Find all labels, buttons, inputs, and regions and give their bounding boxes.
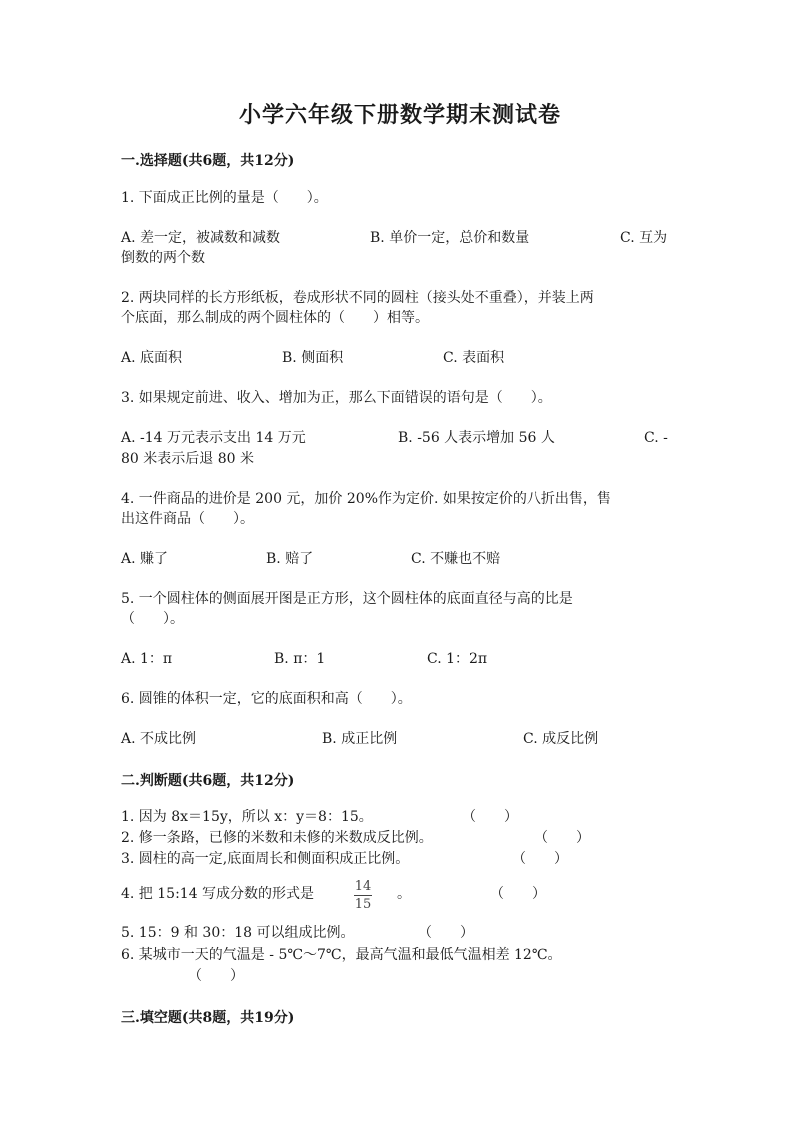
judge-2-answer-paren: （ ）: [534, 830, 590, 846]
judge-6-statement: 6. 某城市一天的气温是 - 5℃～7℃，最高气温和最低气温相差 12℃。: [121, 947, 562, 963]
question-1-option-a: A. 差一定，被减数和减数: [121, 230, 281, 246]
fraction-denominator: 15: [354, 897, 372, 912]
question-1-option-b: B. 单价一定，总价和数量: [370, 230, 530, 246]
judge-5-statement: 5. 15：9 和 30：18 可以组成比例。: [121, 925, 355, 941]
question-3-option-b: B. -56 人表示增加 56 人: [398, 430, 555, 446]
section-heading-judge: 二.判断题(共6题，共12分): [121, 773, 295, 789]
judge-1-statement: 1. 因为 8x＝15y，所以 x：y＝8：15。: [121, 809, 373, 825]
question-2-stem: 2. 两块同样的长方形纸板，卷成形状不同的圆柱（接头处不重叠），并装上两: [121, 290, 594, 306]
question-2-stem-continued: 个底面，那么制成的两个圆柱体的（ ）相等。: [121, 310, 429, 326]
judge-4-statement: 4. 把 15:14 写成分数的形式是: [121, 886, 315, 902]
question-3-stem: 3. 如果规定前进、收入、增加为正，那么下面错误的语句是（ ）。: [121, 390, 552, 406]
judge-3-answer-paren: （ ）: [512, 851, 568, 867]
question-5-option-c: C. 1：2π: [427, 651, 488, 667]
judge-4-answer-paren: （ ）: [490, 886, 546, 902]
question-4-option-b: B. 赔了: [266, 551, 314, 567]
question-4-stem: 4. 一件商品的进价是 200 元，加价 20%作为定价. 如果按定价的八折出售，售: [121, 491, 611, 507]
section-heading-choice: 一.选择题(共6题，共12分): [121, 153, 295, 169]
judge-5-answer-paren: （ ）: [418, 925, 474, 941]
question-5-stem: 5. 一个圆柱体的侧面展开图是正方形，这个圆柱体的底面直径与高的比是: [121, 591, 573, 607]
judge-2-statement: 2. 修一条路，已修的米数和未修的米数成反比例。: [121, 830, 433, 846]
question-2-option-a: A. 底面积: [121, 350, 183, 366]
question-4-option-a: A. 赚了: [121, 551, 169, 567]
question-6-option-b: B. 成正比例: [322, 731, 398, 747]
question-5-stem-continued: （ ）。: [121, 611, 184, 627]
question-4-option-c: C. 不赚也不赔: [411, 551, 501, 567]
judge-6-answer-paren: （ ）: [188, 968, 244, 984]
page-title: 小学六年级下册数学期末测试卷: [238, 102, 561, 128]
judge-4-fraction: [354, 880, 372, 911]
question-2-option-c: C. 表面积: [443, 350, 505, 366]
question-3-option-c: C. -: [644, 430, 668, 446]
question-1-option-c: C. 互为: [620, 230, 668, 246]
question-6-option-c: C. 成反比例: [523, 731, 599, 747]
question-3-option-a: A. -14 万元表示支出 14 万元: [121, 430, 306, 446]
question-1-stem: 1. 下面成正比例的量是（ ）。: [121, 190, 328, 206]
judge-1-answer-paren: （ ）: [462, 809, 518, 825]
question-5-option-b: B. π：1: [274, 651, 326, 667]
judge-4-period: 。: [397, 886, 411, 902]
question-6-stem: 6. 圆锥的体积一定，它的底面积和高（ ）。: [121, 691, 412, 707]
question-6-option-a: A. 不成比例: [121, 731, 197, 747]
question-4-stem-continued: 出这件商品（ ）。: [121, 511, 254, 527]
question-2-option-b: B. 侧面积: [282, 350, 344, 366]
judge-3-statement: 3. 圆柱的高一定,底面周长和侧面积成正比例。: [121, 851, 410, 867]
question-1-option-c-continued: 倒数的两个数: [121, 250, 205, 266]
fraction-numerator: 14: [354, 879, 372, 894]
fraction-bar: [354, 895, 372, 896]
question-5-option-a: A. 1：π: [121, 651, 173, 667]
question-3-option-c-continued: 80 米表示后退 80 米: [121, 451, 254, 467]
section-heading-fill-blank: 三.填空题(共8题，共19分): [121, 1010, 295, 1026]
